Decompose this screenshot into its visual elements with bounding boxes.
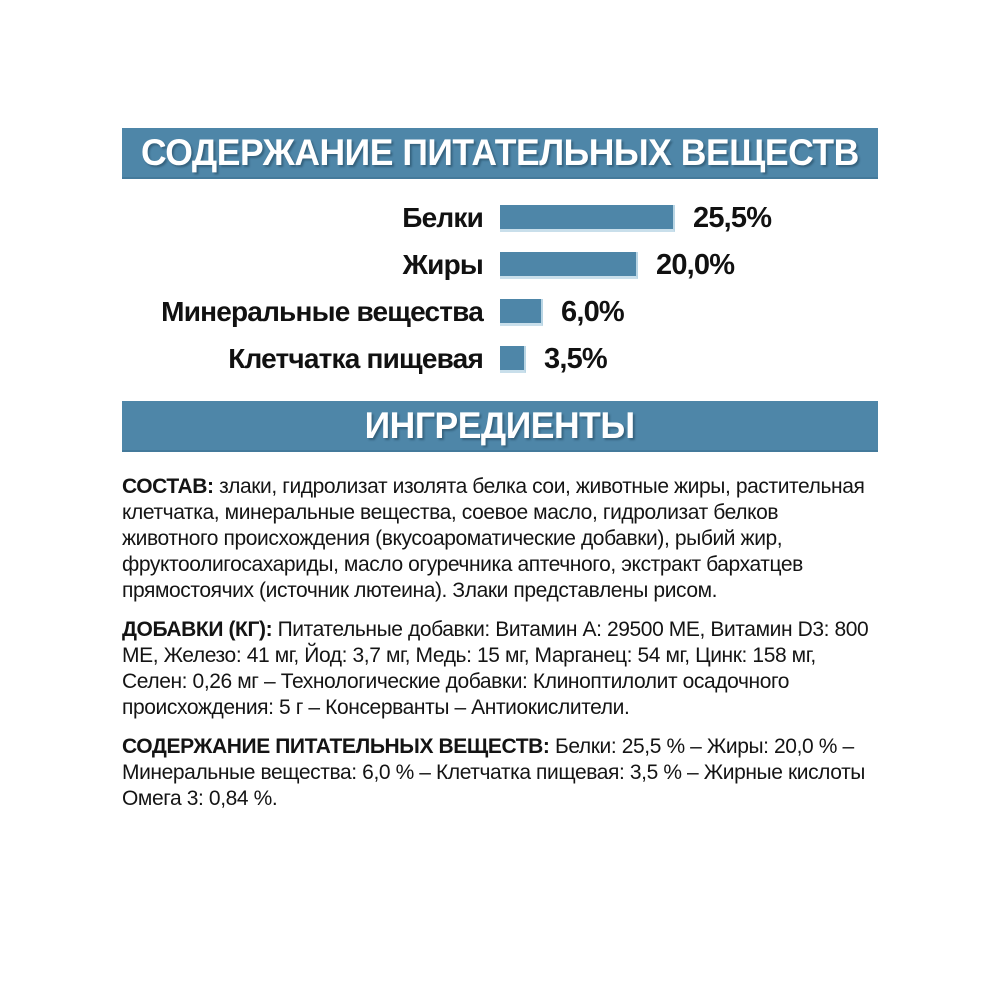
composition-text: злаки, гидролизат изолята белка сои, животные жиры, растительная клетчатка, минеральные вещества, соевое масло, гидролизат белков животного происхождения (вкусоароматические добавки), рыбий жир, фруктоолигосахариды, масло огуречника аптечного, экстракт бархатцев прямостоячих (источник лютеина). Злаки представлены рисом. (122, 475, 865, 602)
additives-paragraph (122, 617, 878, 721)
nutrition-header-title: СОДЕРЖАНИЕ ПИТАТЕЛЬНЫХ ВЕЩЕСТВ (141, 131, 859, 173)
chart-bar (500, 252, 638, 279)
chart-category-label: Белки (402, 202, 483, 233)
chart-value-label: 25,5% (693, 201, 772, 234)
nutrient-content-paragraph (122, 734, 878, 812)
chart-category-label: Клетчатка пищевая (228, 343, 483, 374)
chart-value-label: 3,5% (544, 342, 607, 375)
chart-bar (500, 346, 526, 373)
nutrition-header-banner (122, 128, 878, 179)
chart-category-label: Жиры (402, 249, 483, 280)
ingredients-text-block (122, 474, 878, 812)
chart-row-proteins (122, 201, 878, 234)
chart-row-minerals (122, 295, 878, 328)
composition-lead-label: СОСТАВ: (122, 475, 214, 498)
chart-value-label: 6,0% (561, 295, 624, 328)
additives-text: Питательные добавки: Витамин A: 29500 МЕ, Витамин D3: 800 МЕ, Железо: 41 мг, Йод: 3,7 мг, Медь: 15 мг, Марганец: 54 мг, Цинк: 158 мг, Селен: 0,26 мг – Технологические добавки: Клиноптилолит осадочного происхождения: 5 г – Консерванты – Антиокислители. (122, 618, 869, 719)
chart-bar-cell (500, 202, 771, 235)
composition-paragraph (122, 474, 878, 604)
additives-lead-label: ДОБАВКИ (КГ): (122, 618, 273, 641)
label-content-column (122, 128, 878, 825)
nutrient-content-lead-label: СОДЕРЖАНИЕ ПИТАТЕЛЬНЫХ ВЕЩЕСТВ: (122, 735, 550, 758)
chart-bar-cell (500, 296, 624, 329)
nutrient-content-text: Белки: 25,5 % – Жиры: 20,0 % – Минеральные вещества: 6,0 % – Клетчатка пищевая: 3,5 % – Жирные кислоты Омега 3: 0,84 %. (122, 735, 865, 810)
chart-bar-cell (500, 343, 607, 376)
chart-bar (500, 299, 543, 326)
chart-value-label: 20,0% (656, 248, 735, 281)
chart-bar (500, 205, 675, 232)
ingredients-header-banner (122, 401, 878, 452)
nutrition-bar-chart (122, 201, 878, 375)
chart-row-fats (122, 248, 878, 281)
chart-row-fiber (122, 342, 878, 375)
ingredients-header-title: ИНГРЕДИЕНТЫ (364, 404, 636, 446)
chart-bar-cell (500, 249, 734, 282)
chart-category-label: Минеральные вещества (161, 296, 483, 327)
